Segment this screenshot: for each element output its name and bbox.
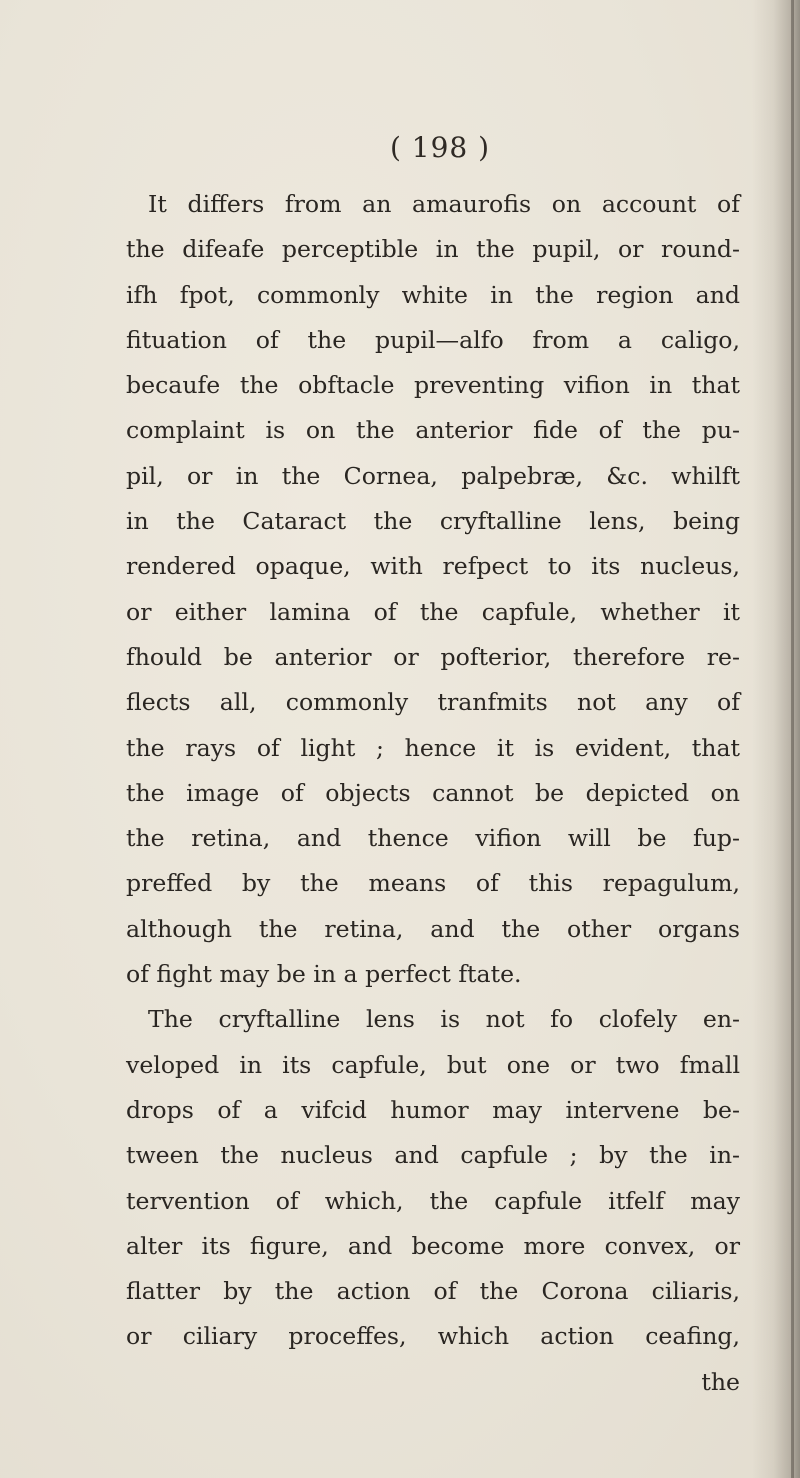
text-line: becaufe the obftacle preventing vifion in that <box>126 371 740 400</box>
text-line: pil, or in the Cornea, palpebræ, &c. whilft <box>126 461 740 490</box>
text-line: complaint is on the anterior fide of the pu- <box>126 416 740 445</box>
text-line: or ciliary proceffes, which action ceafing, <box>126 1322 740 1351</box>
text-line: rendered opaque, with refpect to its nucleus, <box>126 552 740 581</box>
text-line: The cryftalline lens is not fo clofely en- <box>148 1005 740 1034</box>
text-line: the retina, and thence vifion will be fup- <box>126 824 740 853</box>
text-line: of fight may be in a perfect ftate. <box>126 960 522 989</box>
text-line: veloped in its capfule, but one or two fmall <box>126 1050 740 1079</box>
text-line: alter its figure, and become more convex, or <box>126 1231 740 1260</box>
text-line: preffed by the means of this repagulum, <box>126 869 740 898</box>
text-line: although the retina, and the other organs <box>126 914 740 943</box>
text-line: flatter by the action of the Corona ciliaris, <box>126 1277 740 1306</box>
text-line: fhould be anterior or pofterior, therefore re- <box>126 642 740 671</box>
catchword: the <box>701 1367 740 1396</box>
text-line: tween the nucleus and capfule ; by the in- <box>126 1141 740 1170</box>
text-line: the image of objects cannot be depicted on <box>126 778 740 807</box>
text-line: fituation of the pupil—alfo from a caligo, <box>126 325 740 354</box>
text-line: tervention of which, the capfule itfelf may <box>126 1186 740 1215</box>
text-line: drops of a vifcid humor may intervene be- <box>126 1095 740 1124</box>
page-number: ( 198 ) <box>389 131 491 164</box>
text-line: ifh fpot, commonly white in the region and <box>126 280 740 309</box>
text-line: the rays of light ; hence it is evident, that <box>126 733 740 762</box>
body-text <box>126 182 740 1405</box>
text-line: It differs from an amaurofis on account of <box>148 190 740 218</box>
text-line: flects all, commonly tranfmits not any of <box>126 688 740 717</box>
text-line: in the Cataract the cryftalline lens, being <box>126 507 740 536</box>
text-line: or either lamina of the capfule, whether it <box>126 597 740 626</box>
text-line: the difeafe perceptible in the pupil, or round- <box>126 235 740 264</box>
binding-edge <box>791 0 794 1478</box>
